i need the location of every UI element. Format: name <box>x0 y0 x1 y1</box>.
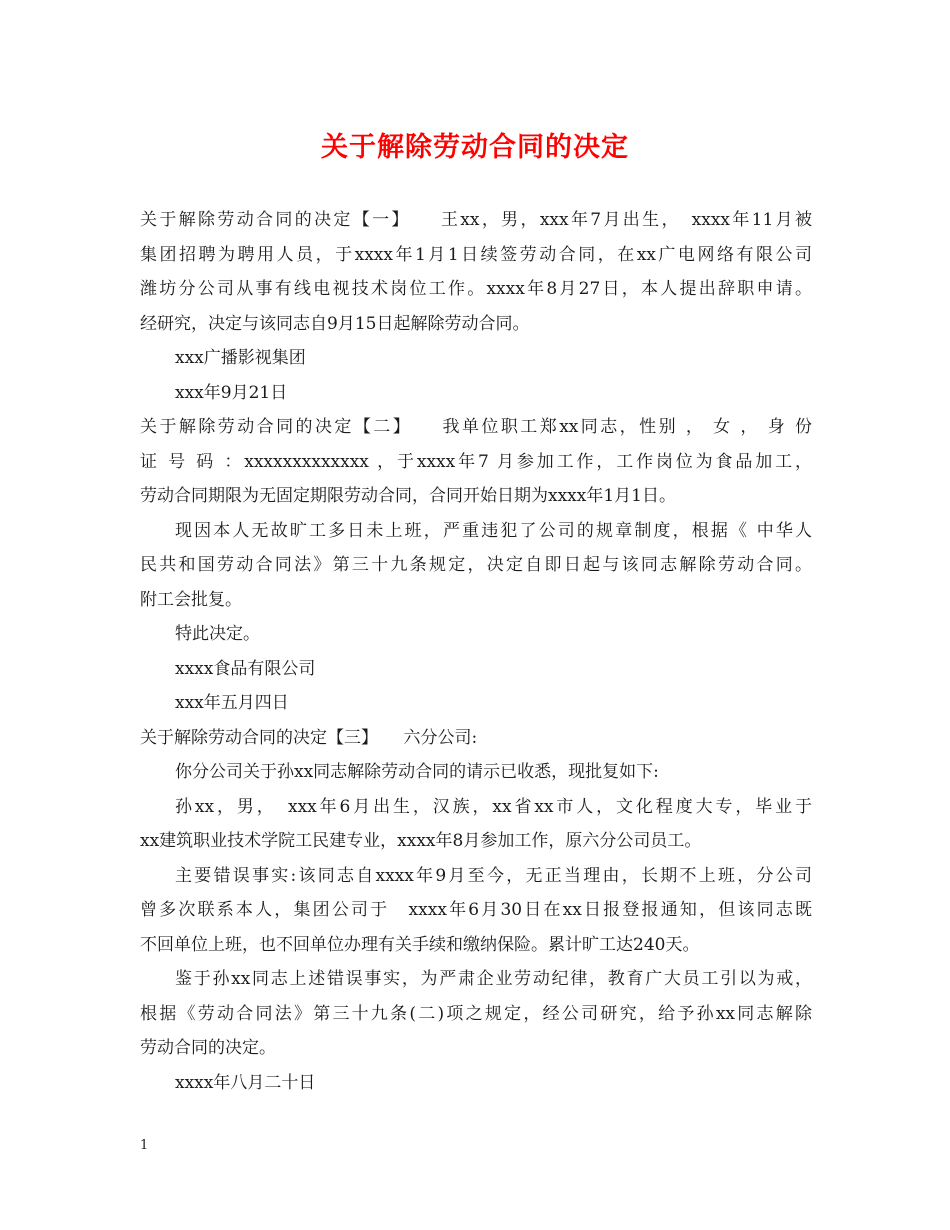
paragraph-line: 集团招聘为聘用人员，于xxxx年1月1日续签劳动合同，在xx广电网络有限公司 <box>140 244 812 265</box>
signature-date: xxx年9月21日 <box>175 382 288 403</box>
signature-date: xxxx年八月二十日 <box>175 1072 316 1093</box>
paragraph-line: 孙xx，男， xxx年6月出生，汉族，xx省xx市人，文化程度大专，毕业于 <box>175 796 812 817</box>
paragraph-line: 曾多次联系本人，集团公司于 xxxx年6月30日在xx日报登报通知，但该同志既 <box>140 900 812 920</box>
paragraph-line: 经研究，决定与该同志自9月15日起解除劳动合同。 <box>140 313 530 334</box>
paragraph-line: 劳动合同期限为无固定期限劳动合同，合同开始日期为xxxx年1月1日。 <box>140 486 676 506</box>
signature-date: xxx年五月四日 <box>175 693 289 713</box>
section-heading-line: 关于解除劳动合同的决定【三】 六分公司: <box>140 727 478 748</box>
signature-organization: xxxx食品有限公司 <box>175 658 316 679</box>
paragraph-line: 不回单位上班，也不回单位办理有关手续和缴纳保险。累计旷工达240天。 <box>140 934 700 955</box>
document-title: 关于解除劳动合同的决定 <box>321 132 629 163</box>
paragraph-line: 根据《劳动合同法》第三十九条(二)项之规定，经公司研究，给予孙xx同志解除 <box>140 1003 812 1024</box>
paragraph-line: 主要错误事实:该同志自xxxx年9月至今，无正当理由，长期不上班，分公司 <box>175 865 812 886</box>
signature-organization: xxx广播影视集团 <box>175 348 306 368</box>
paragraph-line: 你分公司关于孙xx同志解除劳动合同的请示已收悉，现批复如下: <box>175 762 659 782</box>
paragraph-line: 附工会批复。 <box>140 589 242 610</box>
page-number: 1 <box>140 1138 149 1153</box>
paragraph-line: 民共和国劳动合同法》第三十九条规定，决定自即日起与该同志解除劳动合同。 <box>140 555 812 575</box>
paragraph-line: 潍坊分公司从事有线电视技术岗位工作。xxxx年8月27日，本人提出辞职申请。 <box>140 279 812 299</box>
section-heading-line: 关于解除劳动合同的决定【二】 我单位职工郑xx同志，性别 ， 女 ， 身 份 <box>140 417 812 437</box>
paragraph-line: xx建筑职业技术学院工民建专业，xxxx年8月参加工作，原六分公司员工。 <box>140 831 702 851</box>
document-body <box>140 203 812 1100</box>
paragraph-line: 证 号 码 ：xxxxxxxxxxxxx ，于xxxx年7 月参加工作，工作岗位为食品加工， <box>140 451 812 472</box>
paragraph-line: 鉴于孙xx同志上述错误事实，为严肃企业劳动纪律，教育广大员工引以为戒， <box>175 969 812 989</box>
paragraph-line: 劳动合同的决定。 <box>140 1038 276 1058</box>
paragraph-line: 现因本人无故旷工多日未上班，严重违犯了公司的规章制度，根据《 中华人 <box>175 520 812 541</box>
paragraph-line: 特此决定。 <box>175 624 260 644</box>
paragraph-line: 关于解除劳动合同的决定【一】 王xx，男，xxx年7月出生， xxxx年11月被 <box>140 210 812 230</box>
